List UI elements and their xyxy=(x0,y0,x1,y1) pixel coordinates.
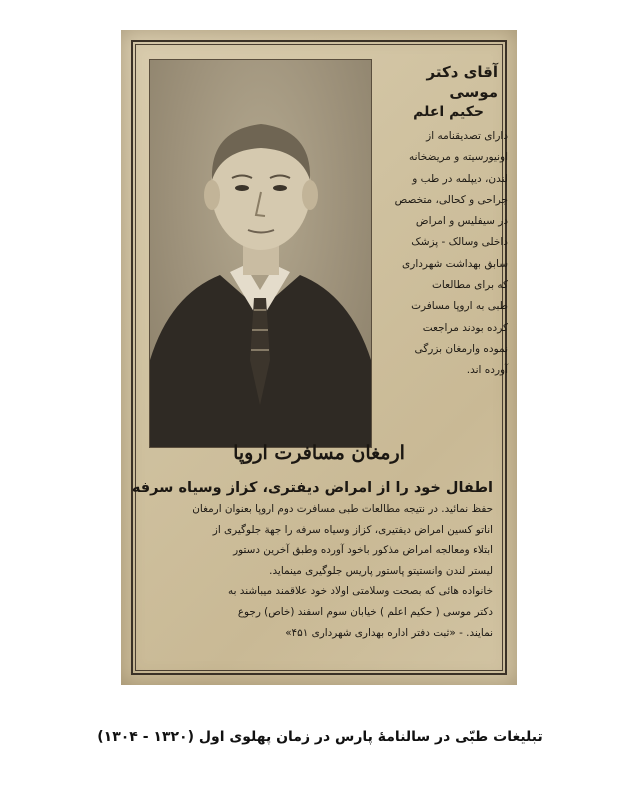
credential-line: دارای تصدیقنامه از xyxy=(426,130,508,142)
lead-line: اطفال خود را از امراض دیفتری، کزاز وسیاه سرفه xyxy=(131,480,493,496)
body-line: ابتلاء ومعالجه امراض مذکور باخود آورده وطبق آخرین دستور xyxy=(233,544,493,557)
body-line: دکتر موسی ( حکیم اعلم ) خیابان سوم اسفند (خاص) رجوع xyxy=(237,605,493,618)
doctor-portrait xyxy=(149,59,372,448)
credential-line: طبی به اروپا مسافرت xyxy=(411,300,508,313)
body-line: حفظ نمائید. در نتیجه مطالعات طبی مسافرت دوم اروپا بعنوان ارمغان xyxy=(192,503,493,515)
credential-line: اونیورسیته و مریضخانه xyxy=(408,151,508,164)
credential-line: لندن، دیپلمه در طب و xyxy=(412,172,508,185)
credential-line: جراحی و کحالی، متخصص xyxy=(394,193,508,206)
credential-line: کرده بودند مراجعت xyxy=(422,321,508,334)
credential-line: در سیفلیس و امراض xyxy=(415,215,508,228)
scanned-advertisement xyxy=(121,30,517,685)
body-line: نمایند. - «ثبت دفتر اداره بهداری شهرداری ۴۵۱» xyxy=(285,626,493,639)
figure-caption: تبلیغات طبّی در سالنامهٔ پارس در زمان پهلوی اول (۱۳۲۰ - ۱۳۰۴) xyxy=(97,729,543,745)
ad-heading: ارمغان مسافرت اروپا xyxy=(233,442,405,464)
body-line: خانواده هائی که بصحت وسلامتی اولاد خود علاقمند میباشند به xyxy=(228,585,493,598)
credential-line: داخلی وسالک - پزشک xyxy=(411,236,508,249)
body-line: اناتو کسین امراض دیفتیری، کزاز وسیاه سرفه را جهة جلوگیری از xyxy=(212,523,493,536)
credential-line: نموده وارمغان بزرگی xyxy=(414,342,508,355)
portrait-illustration xyxy=(150,60,371,447)
ad-body xyxy=(131,478,493,643)
body-line: لیستر لندن وانستیتو پاستور پاریس جلوگیری مینماید. xyxy=(269,564,493,577)
credential-line: که برای مطالعات xyxy=(432,279,508,292)
doctor-credentials xyxy=(376,62,508,422)
credential-line: سابق بهداشت شهرداری xyxy=(402,257,508,270)
doctor-epithet: حکیم اعلم xyxy=(413,104,484,120)
doctor-name: آقای دکتر موسی xyxy=(426,63,498,101)
credential-line: آورده اند. xyxy=(466,364,508,377)
